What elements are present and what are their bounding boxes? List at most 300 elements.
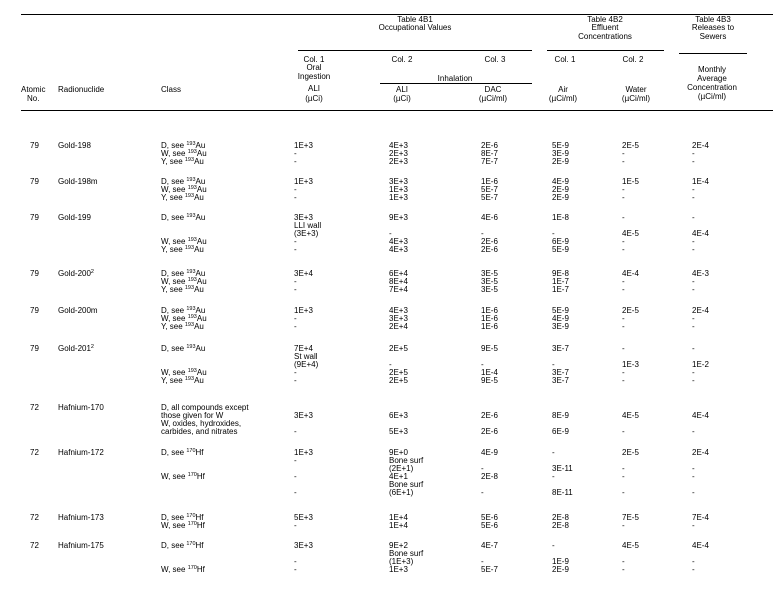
cell-sew: -	[692, 322, 695, 331]
cell-c1: -	[294, 193, 297, 202]
cell-air: -	[552, 541, 555, 550]
cell-sew: 4E-4	[692, 541, 709, 550]
cell-air: -	[552, 360, 555, 369]
cell-sew: -	[692, 193, 695, 202]
class-cell: W, see $^{193}$Au	[161, 368, 207, 377]
cell-c2: 4E+3	[389, 306, 408, 315]
mass-number: 170	[187, 565, 197, 571]
cell-sew: 4E-4	[692, 411, 709, 420]
eff-col2-label: Col. 2	[622, 55, 644, 64]
class-cell: Y, see $^{193}$Au	[161, 322, 204, 331]
cell-sew: -	[692, 314, 695, 323]
cell-c1: 1E+3	[294, 306, 313, 315]
cell-c1: 3E+3	[294, 213, 313, 222]
class-cell: those given for W	[161, 411, 224, 420]
inhalation-rule	[380, 83, 532, 84]
col1-label: Col. 1	[303, 55, 325, 64]
class-cell: Y, see $^{193}$Au	[161, 285, 204, 294]
cell-c2: 2E+3	[389, 157, 408, 166]
cell-water: -	[622, 237, 625, 246]
cell-c2: (1E+3)	[389, 557, 414, 566]
t4b3-rule	[679, 53, 747, 54]
cell-water: -	[622, 149, 625, 158]
cell-c3: -	[481, 464, 484, 473]
cell-c1: 5E+3	[294, 513, 313, 522]
radionuclide-name: Gold-$200^2$	[58, 269, 94, 278]
atomic-number: 79	[30, 344, 39, 353]
cell-c1: 1E+3	[294, 177, 313, 186]
mass-number: 193	[187, 185, 197, 191]
cell-c2: Bone surf	[389, 456, 424, 465]
cell-air: 6E-9	[552, 237, 569, 246]
cell-c1: -	[294, 488, 297, 497]
class-cell: Y, see $^{193}$Au	[161, 245, 204, 254]
cell-c1: 3E+3	[294, 411, 313, 420]
cell-water: -	[622, 488, 625, 497]
class-cell: D, all compounds except	[161, 403, 249, 412]
atomic-number: 79	[30, 141, 39, 150]
monthly-label: Monthly	[697, 65, 726, 74]
cell-water: -	[622, 193, 625, 202]
cell-water: -	[622, 464, 625, 473]
t4b2-title: Table 4B2	[587, 15, 623, 24]
mass-number: 193	[187, 237, 197, 243]
cell-c3: -	[481, 557, 484, 566]
cell-water: -	[622, 557, 625, 566]
mass-number: 193	[184, 157, 195, 163]
col3-label: Col. 3	[484, 55, 506, 64]
cell-c3: 2E-8	[481, 472, 498, 481]
cell-c2: 1E+3	[389, 565, 408, 574]
cell-water: 7E-5	[622, 513, 639, 522]
radionuclide-name: Gold-198m	[58, 177, 98, 186]
t4b3-title: Table 4B3	[695, 15, 731, 24]
cell-c3: -	[481, 229, 484, 238]
mass-number: 193	[186, 141, 196, 147]
mass-number: 193	[184, 285, 195, 291]
cell-water: -	[622, 322, 625, 331]
cell-c3: 4E-6	[481, 213, 498, 222]
cell-air: 4E-9	[552, 314, 569, 323]
cell-sew: -	[692, 488, 695, 497]
class-cell: W, see $^{193}$Au	[161, 149, 207, 158]
cell-c1: -	[294, 521, 297, 530]
cell-sew: -	[692, 427, 695, 436]
atomic-number: 79	[30, 269, 39, 278]
air-label: Air	[558, 85, 568, 94]
cell-c2: Bone surf	[389, 549, 424, 558]
cell-sew: -	[692, 565, 695, 574]
cell-sew: 1E-2	[692, 360, 709, 369]
class-cell: W, see $^{193}$Au	[161, 185, 207, 194]
atomic-label: Atomic	[21, 85, 46, 94]
cell-sew: -	[692, 157, 695, 166]
cell-c3: -	[481, 488, 484, 497]
mass-number: 193	[186, 344, 196, 350]
cell-c1: -	[294, 277, 297, 286]
mass-number: 193	[186, 213, 196, 219]
cell-c3: 7E-7	[481, 157, 498, 166]
atomic-number: 72	[30, 513, 39, 522]
cell-c2: 2E+4	[389, 322, 408, 331]
dac-label: DAC	[484, 85, 502, 94]
cell-c1: 7E+4	[294, 344, 313, 353]
cell-sew: -	[692, 464, 695, 473]
cell-air: 5E-9	[552, 306, 569, 315]
footnote-marker: 2	[90, 269, 94, 275]
cell-c2: Bone surf	[389, 480, 424, 489]
cell-air: -	[552, 229, 555, 238]
cell-c2: 5E+3	[389, 427, 408, 436]
atomic-number: 72	[30, 403, 39, 412]
cell-sew: -	[692, 237, 695, 246]
cell-air: 3E-7	[552, 376, 569, 385]
cell-c3: 5E-6	[481, 521, 498, 530]
cell-c2: 3E+3	[389, 314, 408, 323]
cell-c3: 2E-6	[481, 141, 498, 150]
water-unit: (µCi/ml)	[621, 94, 651, 103]
cell-water: -	[622, 245, 625, 254]
cell-sew: -	[692, 285, 695, 294]
class-cell: D, see $^{193}$Au	[161, 177, 206, 186]
class-cell: W, see $^{170}$Hf	[161, 521, 205, 530]
cell-sew: 7E-4	[692, 513, 709, 522]
t4b2-subtitle-1: Effluent	[591, 23, 619, 32]
cell-water: 1E-5	[622, 177, 639, 186]
cell-sew: 4E-3	[692, 269, 709, 278]
class-cell: D, see $^{170}$Hf	[161, 448, 204, 457]
cell-c1: -	[294, 368, 297, 377]
mass-number: 193	[186, 177, 196, 183]
cell-c1: 3E+4	[294, 269, 313, 278]
cell-c2: (2E+1)	[389, 464, 414, 473]
cell-sew: -	[692, 344, 695, 353]
cell-air: 2E-9	[552, 193, 569, 202]
ingestion-label: Ingestion	[297, 72, 331, 81]
class-cell: W, see $^{193}$Au	[161, 237, 207, 246]
concentration-unit: (µCi/ml)	[697, 92, 727, 101]
cell-c3: 5E-7	[481, 185, 498, 194]
cell-water: -	[622, 185, 625, 194]
radionuclide-name: Gold-198	[58, 141, 91, 150]
ali-inh-label: ALI	[395, 85, 408, 94]
average-label: Average	[697, 74, 727, 83]
cell-c1: -	[294, 157, 297, 166]
cell-air: 3E-7	[552, 344, 569, 353]
cell-water: -	[622, 521, 625, 530]
t4b1-title: Table 4B1	[397, 15, 433, 24]
cell-air: 9E-8	[552, 269, 569, 278]
cell-c3: 8E-7	[481, 149, 498, 158]
cell-c1: -	[294, 565, 297, 574]
cell-water: 4E-5	[622, 411, 639, 420]
cell-air: 5E-9	[552, 141, 569, 150]
cell-c1: 1E+3	[294, 448, 313, 457]
cell-sew: -	[692, 277, 695, 286]
cell-c1: -	[294, 285, 297, 294]
cell-air: 2E-8	[552, 521, 569, 530]
cell-c3: -	[481, 360, 484, 369]
cell-c2: 2E+3	[389, 149, 408, 158]
mass-number: 193	[187, 314, 197, 320]
inhalation-label: Inhalation	[437, 74, 473, 83]
class-label: Class	[161, 85, 182, 94]
ali-oral-label: ALI	[307, 84, 320, 93]
cell-c2: 4E+3	[389, 245, 408, 254]
water-label: Water	[625, 85, 647, 94]
cell-air: 6E-9	[552, 427, 569, 436]
cell-c2: 9E+0	[389, 448, 408, 457]
cell-c2: 2E+5	[389, 344, 408, 353]
cell-c1: -	[294, 314, 297, 323]
cell-c3: 5E-7	[481, 565, 498, 574]
class-cell: Y, see $^{193}$Au	[161, 157, 204, 166]
cell-water: -	[622, 472, 625, 481]
cell-c2: 2E+5	[389, 368, 408, 377]
cell-water: -	[622, 368, 625, 377]
cell-air: 2E-9	[552, 565, 569, 574]
radionuclide-name: Gold-200m	[58, 306, 98, 315]
cell-water: -	[622, 376, 625, 385]
cell-air: 2E-8	[552, 513, 569, 522]
cell-c2: 9E+3	[389, 213, 408, 222]
mass-number: 193	[186, 269, 196, 275]
mass-number: 193	[187, 277, 197, 283]
cell-water: 2E-5	[622, 141, 639, 150]
header-bottom-rule	[21, 110, 773, 111]
cell-sew: -	[692, 149, 695, 158]
cell-c2: -	[389, 360, 392, 369]
mass-number: 193	[184, 245, 195, 251]
cell-sew: -	[692, 557, 695, 566]
cell-c3: 4E-9	[481, 448, 498, 457]
class-cell: D, see $^{193}$Au	[161, 306, 206, 315]
cell-water: -	[622, 213, 625, 222]
cell-c1: -	[294, 237, 297, 246]
class-cell: W, see $^{170}$Hf	[161, 565, 205, 574]
cell-water: 4E-4	[622, 269, 639, 278]
t4b3-subtitle-2: Sewers	[699, 32, 727, 41]
cell-air: 1E-7	[552, 277, 569, 286]
cell-c1: 3E+3	[294, 541, 313, 550]
cell-c2: 1E+3	[389, 193, 408, 202]
cell-c2: 3E+3	[389, 177, 408, 186]
cell-air: 8E-9	[552, 411, 569, 420]
cell-c1: LLI wall	[294, 221, 322, 230]
cell-c1: -	[294, 322, 297, 331]
cell-c1: (9E+4)	[294, 360, 319, 369]
cell-sew: 2E-4	[692, 141, 709, 150]
cell-c3: 1E-6	[481, 314, 498, 323]
cell-water: 2E-5	[622, 306, 639, 315]
cell-c2: 6E+4	[389, 269, 408, 278]
cell-c3: 9E-5	[481, 376, 498, 385]
class-cell: D, see $^{170}$Hf	[161, 513, 204, 522]
cell-sew: -	[692, 368, 695, 377]
cell-c3: 2E-6	[481, 427, 498, 436]
cell-c3: 2E-6	[481, 245, 498, 254]
class-cell: W, see $^{170}$Hf	[161, 472, 205, 481]
mass-number: 193	[184, 193, 195, 199]
oral-label: Oral	[306, 63, 322, 72]
cell-c2: -	[389, 229, 392, 238]
cell-sew: -	[692, 472, 695, 481]
cell-c3: 9E-5	[481, 344, 498, 353]
class-cell: D, see $^{170}$Hf	[161, 541, 204, 550]
cell-air: 1E-7	[552, 285, 569, 294]
mass-number: 170	[187, 521, 197, 527]
class-cell: W, oxides, hydroxides,	[161, 419, 242, 428]
cell-c1: -	[294, 456, 297, 465]
cell-air: 8E-11	[552, 488, 573, 497]
radionuclide-name: Hafnium-173	[58, 513, 104, 522]
cell-water: -	[622, 344, 625, 353]
cell-c1: -	[294, 376, 297, 385]
cell-c2: 1E+4	[389, 513, 408, 522]
cell-air: -	[552, 448, 555, 457]
mass-number: 193	[184, 376, 195, 382]
class-cell: D, see $^{193}$Au	[161, 344, 206, 353]
cell-c2: 4E+1	[389, 472, 408, 481]
cell-c2: 2E+5	[389, 376, 408, 385]
cell-c3: 1E-6	[481, 177, 498, 186]
cell-c3: 1E-6	[481, 322, 498, 331]
cell-c1: -	[294, 245, 297, 254]
cell-air: 3E-11	[552, 464, 573, 473]
cell-c3: 3E-5	[481, 285, 498, 294]
t4b2-subtitle-2: Concentrations	[578, 32, 632, 41]
class-cell: carbides, and nitrates	[161, 427, 238, 436]
class-cell: W, see $^{193}$Au	[161, 314, 207, 323]
cell-c2: 4E+3	[389, 237, 408, 246]
cell-water: -	[622, 285, 625, 294]
mass-number: 170	[186, 448, 196, 454]
mass-number: 170	[186, 513, 196, 519]
cell-c1: -	[294, 185, 297, 194]
cell-c3: 2E-6	[481, 237, 498, 246]
cell-water: -	[622, 314, 625, 323]
mass-number: 193	[187, 149, 197, 155]
cell-air: 3E-9	[552, 149, 569, 158]
class-cell: D, see $^{193}$Au	[161, 269, 206, 278]
cell-air: 2E-9	[552, 157, 569, 166]
cell-air: 5E-9	[552, 245, 569, 254]
t4b2-rule	[547, 50, 664, 51]
cell-air: 1E-8	[552, 213, 569, 222]
cell-water: -	[622, 565, 625, 574]
cell-sew: 2E-4	[692, 448, 709, 457]
mass-number: 193	[187, 368, 197, 374]
class-cell: D, see $^{193}$Au	[161, 213, 206, 222]
cell-c3: 3E-5	[481, 269, 498, 278]
cell-water: -	[622, 157, 625, 166]
ali-oral-unit: (µCi)	[305, 94, 323, 103]
class-cell: Y, see $^{193}$Au	[161, 376, 204, 385]
cell-air: 3E-7	[552, 368, 569, 377]
cell-c1: 1E+3	[294, 141, 313, 150]
cell-air: 3E-9	[552, 322, 569, 331]
cell-air: 2E-9	[552, 185, 569, 194]
cell-c2: 8E+4	[389, 277, 408, 286]
t4b1-rule	[298, 50, 532, 51]
cell-sew: -	[692, 521, 695, 530]
cell-c1: -	[294, 427, 297, 436]
mass-number: 170	[186, 541, 196, 547]
class-cell: W, see $^{193}$Au	[161, 277, 207, 286]
cell-c2: (6E+1)	[389, 488, 414, 497]
cell-c1: -	[294, 557, 297, 566]
radionuclide-name: Hafnium-172	[58, 448, 104, 457]
cell-c3: 5E-6	[481, 513, 498, 522]
cell-c1: (3E+3)	[294, 229, 319, 238]
cell-water: 2E-5	[622, 448, 639, 457]
cell-c2: 4E+3	[389, 141, 408, 150]
atomic-number: 79	[30, 306, 39, 315]
cell-water: 4E-5	[622, 541, 639, 550]
cell-c3: 1E-6	[481, 306, 498, 315]
cell-sew: 1E-4	[692, 177, 709, 186]
cell-c2: 1E+4	[389, 521, 408, 530]
cell-sew: 4E-4	[692, 229, 709, 238]
cell-sew: -	[692, 376, 695, 385]
class-cell: Y, see $^{193}$Au	[161, 193, 204, 202]
col2-label: Col. 2	[391, 55, 413, 64]
atomic-number: 79	[30, 213, 39, 222]
cell-water: 1E-3	[622, 360, 639, 369]
cell-air: -	[552, 472, 555, 481]
t4b1-subtitle: Occupational Values	[378, 23, 452, 32]
mass-number: 170	[187, 472, 197, 478]
air-unit: (µCi/ml)	[548, 94, 578, 103]
cell-c3: 3E-5	[481, 277, 498, 286]
cell-water: 4E-5	[622, 229, 639, 238]
cell-c1: -	[294, 149, 297, 158]
cell-c1: St wall	[294, 352, 318, 361]
radionuclide-name: Hafnium-175	[58, 541, 104, 550]
concentration-label: Concentration	[687, 83, 737, 92]
class-cell: D, see $^{193}$Au	[161, 141, 206, 150]
cell-c1: -	[294, 472, 297, 481]
cell-air: 1E-9	[552, 557, 569, 566]
cell-c3: 1E-4	[481, 368, 498, 377]
radionuclide-name: Gold-199	[58, 213, 91, 222]
eff-col1-label: Col. 1	[554, 55, 576, 64]
ali-inh-unit: (µCi)	[393, 94, 411, 103]
cell-c2: 7E+4	[389, 285, 408, 294]
radionuclide-name: Gold-$201^2$	[58, 344, 94, 353]
cell-c3: 4E-7	[481, 541, 498, 550]
atomic-number: 72	[30, 541, 39, 550]
cell-c2: 6E+3	[389, 411, 408, 420]
cell-c2: 1E+3	[389, 185, 408, 194]
cell-c3: 5E-7	[481, 193, 498, 202]
dac-unit: (µCi/ml)	[478, 94, 508, 103]
cell-sew: -	[692, 245, 695, 254]
mass-number: 193	[186, 306, 196, 312]
cell-sew: 2E-4	[692, 306, 709, 315]
mass-number: 193	[184, 322, 195, 328]
cell-water: -	[622, 427, 625, 436]
cell-sew: -	[692, 185, 695, 194]
radionuclide-name: Hafnium-170	[58, 403, 104, 412]
footnote-marker: 2	[90, 344, 94, 350]
atomic-no-label: No.	[27, 94, 40, 103]
cell-c2: 9E+2	[389, 541, 408, 550]
cell-air: 4E-9	[552, 177, 569, 186]
atomic-number: 79	[30, 177, 39, 186]
radionuclide-label: Radionuclide	[58, 85, 105, 94]
atomic-number: 72	[30, 448, 39, 457]
